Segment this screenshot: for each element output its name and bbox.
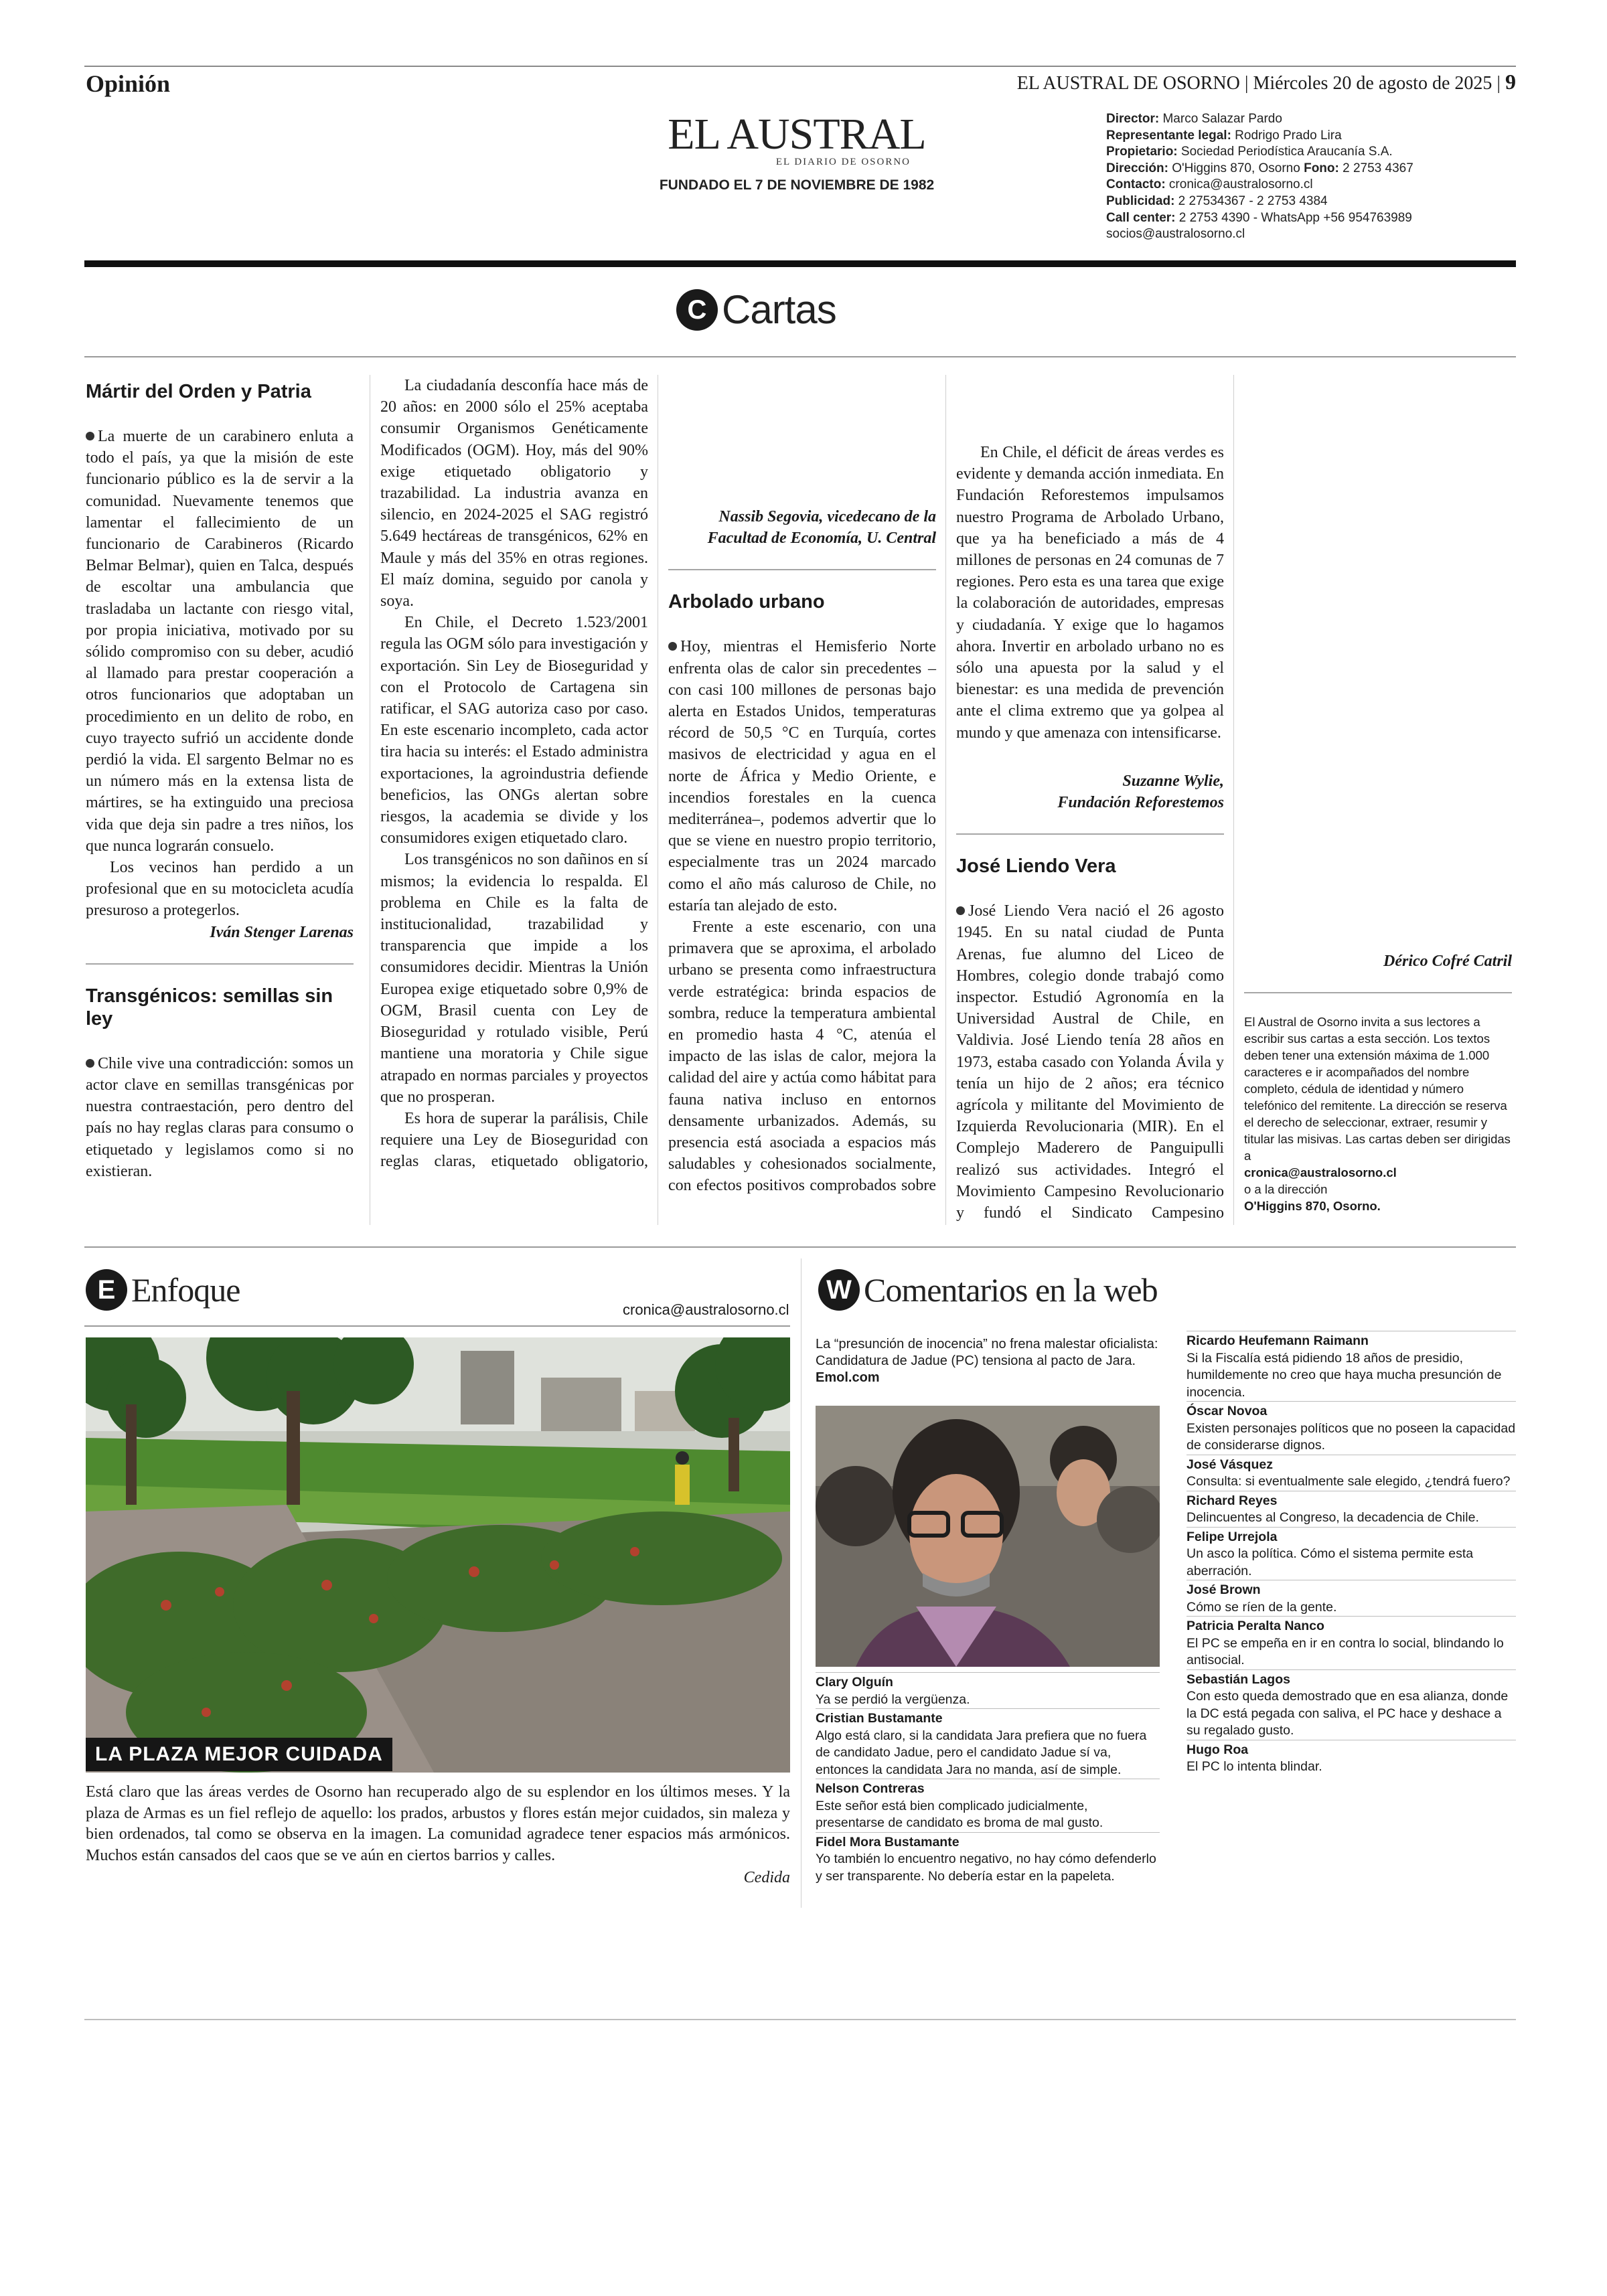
web-lead: La “presunción de inocencia” no frena malestar oficialista: Candidatura de Jadue (PC) tensiona al pacto de Jara. Emol.com xyxy=(816,1337,1158,1385)
page-number: 9 xyxy=(1505,70,1516,94)
comment-author: Ricardo Heufemann Raimann xyxy=(1187,1333,1369,1348)
comment xyxy=(816,1779,1160,1832)
comment xyxy=(816,1672,1160,1708)
column-4 xyxy=(956,375,1224,1222)
comment-text: El PC se empeña en ir en contra lo social, blindando lo antisocial. xyxy=(1187,1635,1504,1667)
comment-text: El PC lo intenta blindar. xyxy=(1187,1759,1322,1774)
letter-title-liendo: José Liendo Vera xyxy=(956,855,1116,878)
comment-author: Richard Reyes xyxy=(1187,1493,1278,1508)
header-bar xyxy=(84,260,1516,267)
letter-arbolado-p2: Frente a este escenario, con una primavera que se aproxima, el arbolado urbano se presenta como infraestructura verde estratégica: brinda espacios de sombra, reduce la temperatura ambiental en promedio hasta 4 °C, atenúa el impacto de las islas de calor, mejora la calidad del aire y actúa como hábitat para fauna nativa incluso en entornos densamente urbanizados. Además, su presencia está asociada a espacios más saludables y cohesionados socialmente, con efectos positivos comprobados sobre xyxy=(668,918,936,1195)
letters-note: El Austral de Osorno invita a sus lectores a escribir sus cartas a esta sección. Los textos deben tener una extensión máxima de 1.000 caracteres e ir acompañados del nombre completo, cédula de identidad y número telefónico del remitente. La dirección se reserva el derecho de seleccionar, extraer, resumir y titular las misivas. Las cartas deben ser dirigidas a cronica@australosorno.cl o a la dirección O'Higgins 870, Osorno. xyxy=(1244,1015,1511,1214)
top-rule xyxy=(84,66,1516,67)
comment-author: Patricia Peralta Nanco xyxy=(1187,1619,1324,1633)
letter-liendo-p1: José Liendo Vera nació el 26 agosto 1945. En su natal ciudad de Punta Arenas, fue alumno del Liceo de Hombres, colegio donde trabajó como inspector. Estudió Agronomía en la Universidad Austral de Chile, en Valdivia. José Liendo tenía 28 años en 1973, estaba casado con Yolanda Ávila y tenía un hijo de 2 años; era técnico agrícola y militante del Movimiento de Izquierda Revolucionaria (MIR). En el Complejo Maderero de Panguipulli realizó sus actividades. Integró el Movimiento Campesino Revolucionario y fundó el Sindicato Campesino xyxy=(956,902,1224,1222)
bullet-icon xyxy=(668,642,677,651)
masthead-founded: FUNDADO EL 7 DE NOVIEMBRE DE 1982 xyxy=(659,177,935,193)
letter-signature: Fundación Reforestemos xyxy=(1057,794,1224,812)
comment-author: Nelson Contreras xyxy=(816,1781,925,1796)
letter-arbolado-p1: Hoy, mientras el Hemisferio Norte enfrenta olas de calor sin precedentes –con casi 100 millones de personas bajo alerta en Estados Unidos, temperaturas récord de 50,5 °C en Turquía, cortes masivos de electricidad y agua en el norte de África y Medio Oriente, e incendios forestales en la cuenca mediterránea–, podemos advertir que lo que se viene en nuestro propio territorio, especialmente tras un 2024 marcado como el año más caluroso de Chile, no estaría tan alejado de esto. xyxy=(668,638,936,914)
enfoque-text: Está claro que las áreas verdes de Osorno han recuperado algo de su esplendor en los últimos meses. Y la plaza de Armas es un fiel reflejo de aquello: los prados, arbustos y flores están mejor cuidados, sin maleza y bien ordenados, tal como se observa en la imagen. La comunidad agradece tener espacios más armónicos. Muchos están cansados del caos que se ve aún en ciertos barrios y calles. xyxy=(86,1783,790,1864)
comment-text: Un asco la política. Cómo el sistema permite esta aberración. xyxy=(1187,1546,1474,1578)
staff-line: Representante legal: Rodrigo Prado Lira xyxy=(1106,128,1342,143)
enfoque-email[interactable]: cronica@australosorno.cl xyxy=(623,1301,789,1318)
comment-text: Consulta: si eventualmente sale elegido, ¿tendrá fuero? xyxy=(1187,1474,1511,1489)
column-divider xyxy=(1233,375,1234,1225)
cartas-badge: C xyxy=(676,289,718,331)
web-title: Comentarios en la web xyxy=(864,1271,1158,1309)
staff-line: Dirección: O'Higgins 870, Osorno Fono: 2 2753 4367 xyxy=(1106,161,1413,175)
comment-author: José Vásquez xyxy=(1187,1457,1273,1472)
bullet-icon xyxy=(956,906,965,915)
photo-credit: Cedida xyxy=(743,1869,790,1886)
comment xyxy=(1187,1580,1516,1616)
letter-martir-p2: Los vecinos han perdido a un profesional que en su motocicleta acudía presuroso a protegerlos. xyxy=(86,859,354,920)
staff-line: Propietario: Sociedad Periodística Araucanía S.A. xyxy=(1106,145,1393,159)
comment-text: Algo está claro, si la candidata Jara prefiera que no fuera de candidato Jadue, pero el candidato Jadue sí va, entonces la candidata Jara no manda, así de simple. xyxy=(816,1728,1147,1777)
comment-text: Este señor está bien complicado judicialmente, presentarse de candidato es broma de mal gusto. xyxy=(816,1798,1103,1830)
staff-line: socios@australosorno.cl xyxy=(1106,227,1245,242)
bullet-icon xyxy=(86,432,94,440)
letter-signature: Nassib Segovia, vicedecano de la Facultad de Economía, U. Central xyxy=(707,508,936,548)
comment-text: Si la Fiscalía está pidiendo 18 años de presidio, humildemente no creo que haya mucha presunción de inocencia. xyxy=(1187,1350,1502,1400)
letter-title-arbolado: Arbolado urbano xyxy=(668,591,825,613)
section-label: Opinión xyxy=(86,70,171,97)
comment-author: Clary Olguín xyxy=(816,1675,893,1690)
enfoque-badge: E xyxy=(86,1269,127,1311)
comment xyxy=(1187,1527,1516,1580)
comment xyxy=(1187,1740,1516,1776)
staff-line: Call center: 2 2753 4390 - WhatsApp +56 954763989 xyxy=(1106,210,1412,225)
letter-separator xyxy=(1244,992,1512,993)
column-3 xyxy=(668,375,936,1198)
comment xyxy=(1187,1331,1516,1401)
comment-list-right xyxy=(1187,1331,1516,1776)
staff-box xyxy=(1106,111,1413,243)
letter-separator xyxy=(86,963,354,965)
comment-author: Hugo Roa xyxy=(1187,1742,1249,1757)
cartas-title: Cartas xyxy=(722,287,836,332)
letter-separator xyxy=(956,833,1224,835)
comment-list-left xyxy=(816,1672,1160,1885)
comment-author: Felipe Urrejola xyxy=(1187,1529,1278,1544)
comment-text: Delincuentes al Congreso, la decadencia de Chile. xyxy=(1187,1510,1479,1525)
letter-signature: Suzanne Wylie, xyxy=(1122,772,1224,790)
bottom-rule xyxy=(84,2019,1516,2020)
paper-name: EL AUSTRAL DE OSORNO xyxy=(1016,73,1240,94)
comment xyxy=(1187,1491,1516,1527)
letter-title-transgenicos: Transgénicos: semillas sin ley xyxy=(86,985,333,1030)
enfoque-heading xyxy=(86,1269,240,1311)
note-address: O'Higgins 870, Osorno. xyxy=(1244,1199,1381,1214)
masthead xyxy=(643,112,951,193)
letter-separator xyxy=(668,569,936,570)
column-5 xyxy=(1244,375,1512,1214)
letter-arbolado-p3: En Chile, el déficit de áreas verdes es evidente y demanda acción inmediata. En Fundación Reforestemos impulsamos nuestro Programa de Arbolado Urbano, que ya ha beneficiado a más de 4 millones de personas en 24 comunas de 7 regiones. Pero esta es una tarea que exige la colaboración de autoridades, empresas y ciudadanía. Y exige que lo hagamos ahora. Invertir en arbolado urbano no es sólo una apuesta por la salud y el bienestar: es una medida de prevención ante el clima extremo que ya golpea al mundo y que amenaza con intensificarse. xyxy=(956,444,1224,742)
letter-title-martir: Mártir del Orden y Patria xyxy=(86,381,311,402)
comment-text: Yo también lo encuentro negativo, no hay cómo defenderlo y ser transparente. No debería estar en la papeleta. xyxy=(816,1852,1156,1884)
comment-author: Óscar Novoa xyxy=(1187,1404,1268,1418)
column-divider xyxy=(945,375,946,1225)
issue-date: Miércoles 20 de agosto de 2025 xyxy=(1253,73,1493,94)
note-email[interactable]: cronica@australosorno.cl xyxy=(1244,1165,1397,1180)
letter-transgenicos-p4: Los transgénicos no son dañinos en sí mismos; la evidencia lo respalda. El problema en Chile es la falta de institucionalidad, trazabilidad y transparencia que impide a los consumidores decidir. Mientras la Unión Europea exige etiquetado sobre 0,9% de OGM, Brasil cuenta con Ley de Bioseguridad y rotulado visible, Perú mantiene una moratoria y Chile sigue atrapado en normas parciales y proyectos que no prosperan. xyxy=(380,851,648,1106)
web-source[interactable]: Emol.com xyxy=(816,1370,880,1385)
letter-transgenicos-p1: Chile vive una contradicción: somos un actor clave en semillas transgénicas por nuestra contraestación, pero dentro del país no hay reglas claras para consumo o etiquetado y legislamos como si no existieran. xyxy=(86,1054,354,1180)
comment-author: José Brown xyxy=(1187,1582,1261,1597)
comment-author: Fidel Mora Bustamante xyxy=(816,1834,960,1850)
comment-text: Cómo se ríen de la gente. xyxy=(1187,1599,1337,1615)
comment xyxy=(1187,1616,1516,1669)
section-rule xyxy=(84,1246,1516,1248)
comment xyxy=(1187,1401,1516,1455)
column-2 xyxy=(380,375,648,1172)
cartas-rule xyxy=(84,356,1516,357)
comment xyxy=(816,1832,1160,1886)
page-header-info: EL AUSTRAL DE OSORNO | Miércoles 20 de agosto de 2025 | 9 xyxy=(1016,70,1516,94)
letter-signature: Dérico Cofré Catril xyxy=(1383,953,1512,970)
comment xyxy=(1187,1455,1516,1491)
jadue-photo xyxy=(816,1406,1160,1667)
plaza-photo-image xyxy=(86,1337,790,1773)
plaza-photo xyxy=(86,1337,790,1773)
enfoque-title: Enfoque xyxy=(131,1271,240,1309)
column-1 xyxy=(86,375,354,1182)
staff-line: Contacto: cronica@australosorno.cl xyxy=(1106,177,1313,192)
web-badge: W xyxy=(818,1269,860,1311)
comment-text: Ya se perdió la vergüenza. xyxy=(816,1692,970,1707)
web-heading xyxy=(818,1269,1158,1311)
staff-line: Publicidad: 2 27534367 - 2 2753 4384 xyxy=(1106,193,1328,208)
comment xyxy=(816,1708,1160,1779)
comment-author: Cristian Bustamante xyxy=(816,1711,943,1726)
masthead-logo: EL AUSTRAL xyxy=(668,110,926,159)
bullet-icon xyxy=(86,1059,94,1068)
masthead-subtitle: EL DIARIO DE OSORNO xyxy=(775,157,911,167)
comment xyxy=(1187,1669,1516,1740)
comment-author: Sebastián Lagos xyxy=(1187,1671,1290,1687)
comment-text: Con esto queda demostrado que en esa alianza, donde la DC está pegada con saliva, el PC hace y deshace a su regalado gusto. xyxy=(1187,1689,1509,1738)
letter-transgenicos-p3: En Chile, el Decreto 1.523/2001 regula las OGM sólo para investigación y exportación. Sin Ley de Bioseguridad y con el Protocolo de Cartagena sin ratificar, el SAG autoriza caso por caso. En este escenario incompleto, cada actor tira hacia su interés: el Estado administra exportaciones, la agroindustria defiende beneficios, las ONGs alertan sobre riesgos, la academia se divide y los consumidores exigen etiquetado claro. xyxy=(380,614,648,847)
letter-martir-p1: La muerte de un carabinero enluta a todo el país, ya que la misión de este funcionario público es la de servir a la comunidad. Nuevamente tenemos que lamentar el fallecimiento de un funcionario de Carabineros (Ricardo Belmar Belmar), quien en Talca, después de escoltar una ambulancia que trasladaba un lactante con riesgo vital, por propia iniciativa, motivado por su sólido compromiso con su deber, acudió al llamado para prestar cooperación a otros funcionarios que adoptaban un procedimiento en un delito de robo, en cuyo trayecto sufrió un accidente donde perdió la vida. El sargento Belmar no es un número más en la extensa lista de mártires, se ha extinguido una preciosa vida que deja sin padre a tres niños, los que nunca lograrán consuelo. xyxy=(86,428,354,855)
letter-transgenicos-p5: Es hora de superar la parálisis, Chile requiere una Ley de Bioseguridad con reglas claras, etiquetado obligatorio, xyxy=(380,1109,648,1171)
cartas-heading xyxy=(676,286,836,333)
enfoque-rule xyxy=(84,1325,790,1327)
letter-transgenicos-p2: La ciudadanía desconfía hace más de 20 años: en 2000 sólo el 25% aceptaba consumir Organismos Genéticamente Modificados (OGM). Hoy, más del 90% exige etiquetado obligatorio y trazabilidad. La industria avanza en silencio, en 2024-2025 el SAG registró 5.649 hectáreas de transgénicos, 62% en Maule y más del 35% en otras regiones. El maíz domina, seguido por canola y soya. xyxy=(380,377,648,610)
letter-signature: Iván Stenger Larenas xyxy=(210,923,354,941)
staff-line: Director: Marco Salazar Pardo xyxy=(1106,112,1282,126)
jadue-photo-image xyxy=(816,1406,1160,1667)
photo-caption-label: LA PLAZA MEJOR CUIDADA xyxy=(86,1738,392,1771)
comment-text: Existen personajes políticos que no poseen la capacidad de considerarse dignos. xyxy=(1187,1420,1516,1453)
